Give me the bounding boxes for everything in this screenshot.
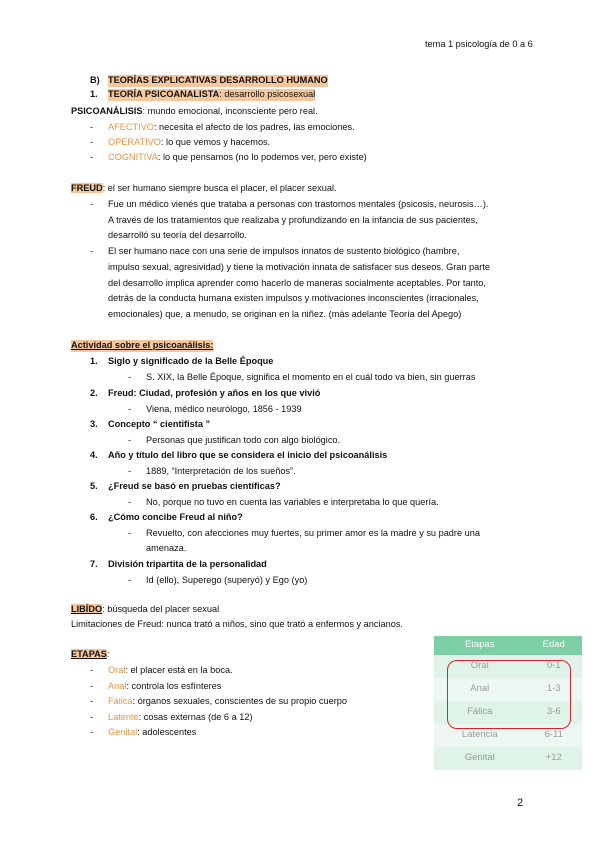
bullet-dash: -: [90, 122, 94, 132]
bullet-dash: -: [90, 727, 94, 737]
page-header: tema 1 psicología de 0 a 6: [425, 39, 533, 49]
q1-answer: S. XIX, la Belle Époque, significa el momento en el cuál todo va bien, sin guerras: [146, 372, 476, 382]
freud-limitations: Limitaciones de Freud: nunca trató a niños, sino que trató a enfermos y ancianos.: [71, 619, 403, 629]
highlight-box: [447, 660, 571, 729]
freud-line: [71, 183, 337, 195]
latente-term: Latente: [108, 712, 139, 722]
oral-text: : el placer está en la boca.: [125, 665, 233, 675]
bullet-dash: -: [90, 665, 94, 675]
latente-text: : cosas externas (de 6 a 12): [138, 712, 253, 722]
freud-item-2-line-4: detrás de la conducta humana existen impulsos y motivaciones inconscientes (irracionales,: [108, 293, 479, 303]
table-row: [434, 747, 582, 770]
q6-question: ¿Cómo concibe Freud al niño?: [108, 512, 243, 522]
q1-question: Siglo y significado de la Belle Époque: [108, 356, 274, 366]
bullet-dash: -: [90, 712, 94, 722]
freud-item-1-line-3: desarrolló su teoría del desarrollo.: [108, 230, 247, 240]
q3-question: Concepto “ cientifista ”: [108, 419, 211, 429]
libido-term: LIBÍDO: [71, 604, 103, 614]
q6-answer-line-2: amenaza.: [146, 543, 187, 553]
libido-line: [71, 604, 219, 616]
list-item: [108, 137, 540, 149]
table-cell: 1-3: [525, 678, 582, 701]
afectivo-text: : necesita el afecto de los padres, las emociones.: [153, 122, 355, 132]
actividad-title: Actividad sobre el psicoanálisis:: [71, 340, 214, 350]
falica-text: : órganos sexuales, conscientes de su propio cuerpo: [132, 696, 348, 706]
section-b-title: TEORÍAS EXPLICATIVAS DESARROLLO HUMANO: [108, 75, 328, 85]
bullet-dash: -: [128, 404, 132, 414]
bullet-dash: -: [128, 435, 132, 445]
q5-num: 5.: [90, 481, 98, 491]
cognitiva-term: COGNITIVA: [108, 152, 158, 162]
freud-item-2-line-1: El ser humano nace con una serie de impulsos innatos de sustento biológico (hambre,: [108, 246, 460, 256]
q4-question: Año y título del libro que se considera el inicio del psicoanálisis: [108, 450, 388, 460]
cognitiva-text: : lo que pensamos (no lo podemos ver, pero existe): [157, 152, 367, 162]
bullet-dash: -: [90, 199, 94, 209]
section-1-rest: : desarrollo psicosexual: [219, 89, 316, 99]
q2-question: Freud: Ciudad, profesión y años en los que vivió: [108, 388, 321, 398]
etapas-colon: :: [106, 649, 110, 659]
table-cell: Anal: [434, 678, 525, 701]
q2-answer: Viena, médico neurólogo, 1856 - 1939: [146, 404, 302, 414]
q2-num: 2.: [90, 388, 98, 398]
psicoanalisis-line: [71, 106, 318, 118]
table-header-row: [434, 636, 582, 655]
oral-term: Oral: [108, 665, 126, 675]
bullet-dash: -: [128, 372, 132, 382]
psicoanalisis-text: : mundo emocional, inconsciente pero real.: [142, 106, 318, 116]
falica-term: Fálica: [108, 696, 133, 706]
afectivo-term: AFECTIVO: [108, 122, 154, 132]
libido-text: : búsqueda del placer sexual: [102, 604, 220, 614]
q7-num: 7.: [90, 559, 98, 569]
bullet-dash: -: [90, 137, 94, 147]
table-cell: Genital: [434, 747, 525, 770]
freud-item-2-line-2: impulso sexual, agresividad) y tiene la motivación innata de satisfacer sus deseos. Gran parte: [108, 262, 490, 272]
table-cell: +12: [525, 747, 582, 770]
q3-num: 3.: [90, 419, 98, 429]
list-item: [108, 122, 540, 134]
table-header-edad: Edad: [525, 636, 582, 655]
freud-term: FREUD: [71, 183, 103, 193]
freud-item-1-line-1: Fue un médico vienés que trataba a personas con trastornos mentales (psicosis, neurosis…).: [108, 199, 489, 209]
list-item: [108, 152, 540, 164]
genital-term: Genital: [108, 727, 138, 737]
bullet-dash: -: [90, 681, 94, 691]
table-cell: Oral: [434, 655, 525, 678]
table-cell: 3-6: [525, 701, 582, 724]
page-number: 2: [517, 797, 524, 809]
q6-num: 6.: [90, 512, 98, 522]
anal-text: : controla los esfínteres: [126, 681, 222, 691]
operativo-text: : lo que vemos y hacemos.: [160, 137, 271, 147]
etapas-heading: [71, 649, 109, 661]
section-1-title: TEORÍA PSICOANALISTA: [108, 89, 220, 99]
q5-question: ¿Freud se basó en pruebas científicas?: [108, 481, 281, 491]
q7-question: División tripartita de la personalidad: [108, 559, 267, 569]
freud-item-2-line-3: del desarrollo implica aprender como hacerlo de maneras socialmente aceptables. Por tanto,: [108, 278, 486, 288]
bullet-dash: -: [90, 152, 94, 162]
table-header-etapas: Etapas: [434, 636, 525, 655]
etapas-title: ETAPAS: [71, 649, 107, 659]
bullet-dash: -: [90, 696, 94, 706]
bullet-dash: -: [128, 466, 132, 476]
q3-answer: Personas que justifican todo con algo biológico.: [146, 435, 341, 445]
freud-item-2-line-5: emocionales) que, a menudo, se originan en la niñez. (más adelante Teoría del Apego): [108, 309, 462, 319]
freud-text: : el ser humano siempre busca el placer, el placer sexual.: [102, 183, 337, 193]
bullet-dash: -: [128, 575, 132, 585]
section-1-prefix: 1.: [90, 89, 98, 99]
freud-item-1-line-2: A través de los tratamientos que realizaba y profundizando en la infancia de sus pacientes,: [108, 215, 478, 225]
q7-answer: Id (ello), Superego (superyó) y Ego (yo): [146, 575, 308, 585]
operativo-term: OPERATIVO: [108, 137, 161, 147]
table-cell: 6-11: [525, 724, 582, 747]
table-cell: Latencia: [434, 724, 525, 747]
q6-answer-line-1: Revuelto, con afecciones muy fuertes, su primer amor es la madre y su padre una: [146, 528, 480, 538]
genital-text: : adolescentes: [137, 727, 197, 737]
section-1-heading: [108, 89, 315, 101]
table-cell: 0-1: [525, 655, 582, 678]
bullet-dash: -: [128, 528, 132, 538]
bullet-dash: -: [128, 497, 132, 507]
q1-num: 1.: [90, 356, 98, 366]
psicoanalisis-term: PSICOANÁLISIS: [71, 106, 143, 116]
section-b-prefix: B): [90, 75, 100, 85]
q4-answer: 1889, “Interpretación de los sueños”.: [146, 466, 296, 476]
table-cell: Fálica: [434, 701, 525, 724]
anal-term: Anal: [108, 681, 127, 691]
q4-num: 4.: [90, 450, 98, 460]
q5-answer: No, porque no tuvo en cuenta las variables e interpretaba lo que quería.: [146, 497, 439, 507]
bullet-dash: -: [90, 246, 94, 256]
